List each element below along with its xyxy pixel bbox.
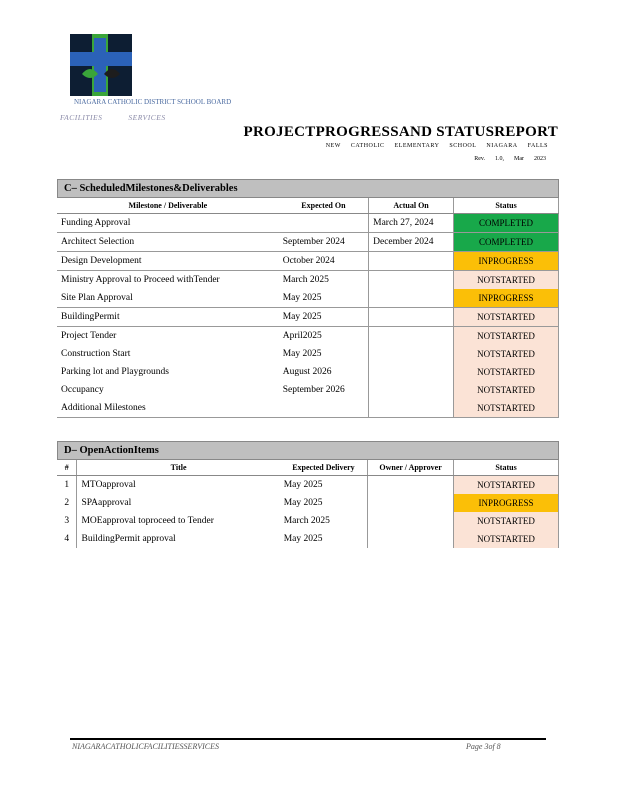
milestone-name: BuildingPermit [57,308,279,327]
section-c-heading: C– ScheduledMilestones&Deliverables [57,179,559,198]
action-number: 4 [64,534,70,544]
milestone-expected: September 2024 [279,233,369,252]
footer-rule [70,738,546,740]
milestone-row [57,308,559,327]
action-owner [368,476,454,495]
report-subtitle: NEW CATHOLIC ELEMENTARY SCHOOL NIAGARA FALLS [325,143,548,149]
status-badge: COMPLETED [454,233,559,252]
action-number: 2 [64,498,70,508]
section-d-heading: D– OpenActionItems [57,441,559,460]
milestone-actual [369,252,454,271]
milestone-expected: April2025 [282,331,322,341]
action-number: 3 [64,516,70,526]
milestone-expected [279,399,369,418]
milestone-row [57,214,559,233]
action-item-row [57,476,559,495]
milestone-name: Parking lot and Playgrounds [61,367,169,377]
milestone-name: Ministry Approval to Proceed withTender [61,275,220,285]
action-owner [368,530,454,548]
col-actual: Actual On [369,198,454,214]
milestone-row [57,327,559,346]
action-owner [368,512,454,530]
milestone-row [57,233,559,252]
status-badge: NOTSTARTED [454,512,559,530]
milestone-name: Occupancy [61,385,104,395]
action-expected: March 2025 [283,516,330,526]
col-expected-delivery: Expected Delivery [280,460,368,476]
milestone-actual [369,271,454,290]
action-item-row [57,512,559,530]
status-badge: NOTSTARTED [454,271,559,290]
milestone-name: Construction Start [61,349,131,359]
milestone-actual: December 2024 [369,233,454,252]
report-revision: Rev. 1.0, Mar 2023 [474,156,546,162]
action-item-row [57,494,559,512]
milestone-row [57,289,559,308]
action-title: MTOapproval [77,476,280,495]
action-number: 1 [64,480,70,490]
logo-caption: NIAGARA CATHOLIC DISTRICT SCHOOL BOARD [74,98,232,106]
status-badge: NOTSTARTED [454,345,559,363]
milestone-expected: August 2026 [282,367,332,377]
milestone-row [57,271,559,290]
milestone-actual: March 27, 2024 [369,214,454,233]
status-badge: NOTSTARTED [454,530,559,548]
status-badge: NOTSTARTED [454,399,559,418]
action-expected: May 2025 [283,480,323,490]
col-expected: Expected On [279,198,369,214]
col-number: # [57,460,77,476]
status-badge: NOTSTARTED [454,327,559,346]
footer-department: NIAGARACATHOLICFACILITIESSERVICES [72,742,219,751]
milestone-expected: March 2025 [282,275,329,285]
milestone-name: Funding Approval [57,214,279,233]
milestone-actual [369,345,454,363]
milestone-name: Design Development [57,252,279,271]
milestone-name: Project Tender [61,331,117,341]
action-owner [368,494,454,512]
action-items-table [57,460,559,548]
status-badge: INPROGRESS [454,252,559,271]
milestone-expected: September 2026 [282,385,345,395]
milestone-expected: October 2024 [279,252,369,271]
milestone-row [57,252,559,271]
status-badge: NOTSTARTED [454,363,559,381]
milestone-actual [369,308,454,327]
action-title: BuildingPermit approval [77,530,280,548]
milestone-name: Architect Selection [57,233,279,252]
action-expected: May 2025 [283,498,323,508]
page-number: Page 3of 8 [466,742,501,751]
milestone-name: Site Plan Approval [57,289,279,308]
milestones-table [57,198,559,418]
status-badge: INPROGRESS [454,289,559,308]
col-milestone: Milestone / Deliverable [57,198,279,214]
action-title: MOEapproval toproceed to Tender [77,512,280,530]
col-status: Status [454,198,559,214]
milestone-actual [369,327,454,346]
report-title: PROJECTPROGRESSAND STATUSREPORT [243,124,558,140]
status-badge: NOTSTARTED [454,381,559,399]
col-owner: Owner / Approver [368,460,454,476]
milestone-name: Additional Milestones [57,399,279,418]
action-title: SPAapproval [77,494,280,512]
milestone-row [57,363,559,381]
col-status: Status [454,460,559,476]
milestone-actual [369,399,454,418]
milestone-row [57,381,559,399]
milestone-expected: May 2025 [279,289,369,308]
milestone-row [57,345,559,363]
milestone-actual [369,289,454,308]
status-badge: NOTSTARTED [454,308,559,327]
department-name: FACILITIES SERVICES [60,113,166,122]
milestone-expected: May 2025 [279,308,369,327]
milestone-actual [369,381,454,399]
col-title: Title [77,460,280,476]
status-badge: COMPLETED [454,214,559,233]
milestone-row [57,399,559,418]
milestone-actual [369,363,454,381]
status-badge: NOTSTARTED [454,476,559,495]
milestone-expected [279,214,369,233]
board-logo [70,34,132,106]
action-item-row [57,530,559,548]
milestone-expected: May 2025 [282,349,322,359]
action-expected: May 2025 [283,534,323,544]
status-badge: INPROGRESS [454,494,559,512]
